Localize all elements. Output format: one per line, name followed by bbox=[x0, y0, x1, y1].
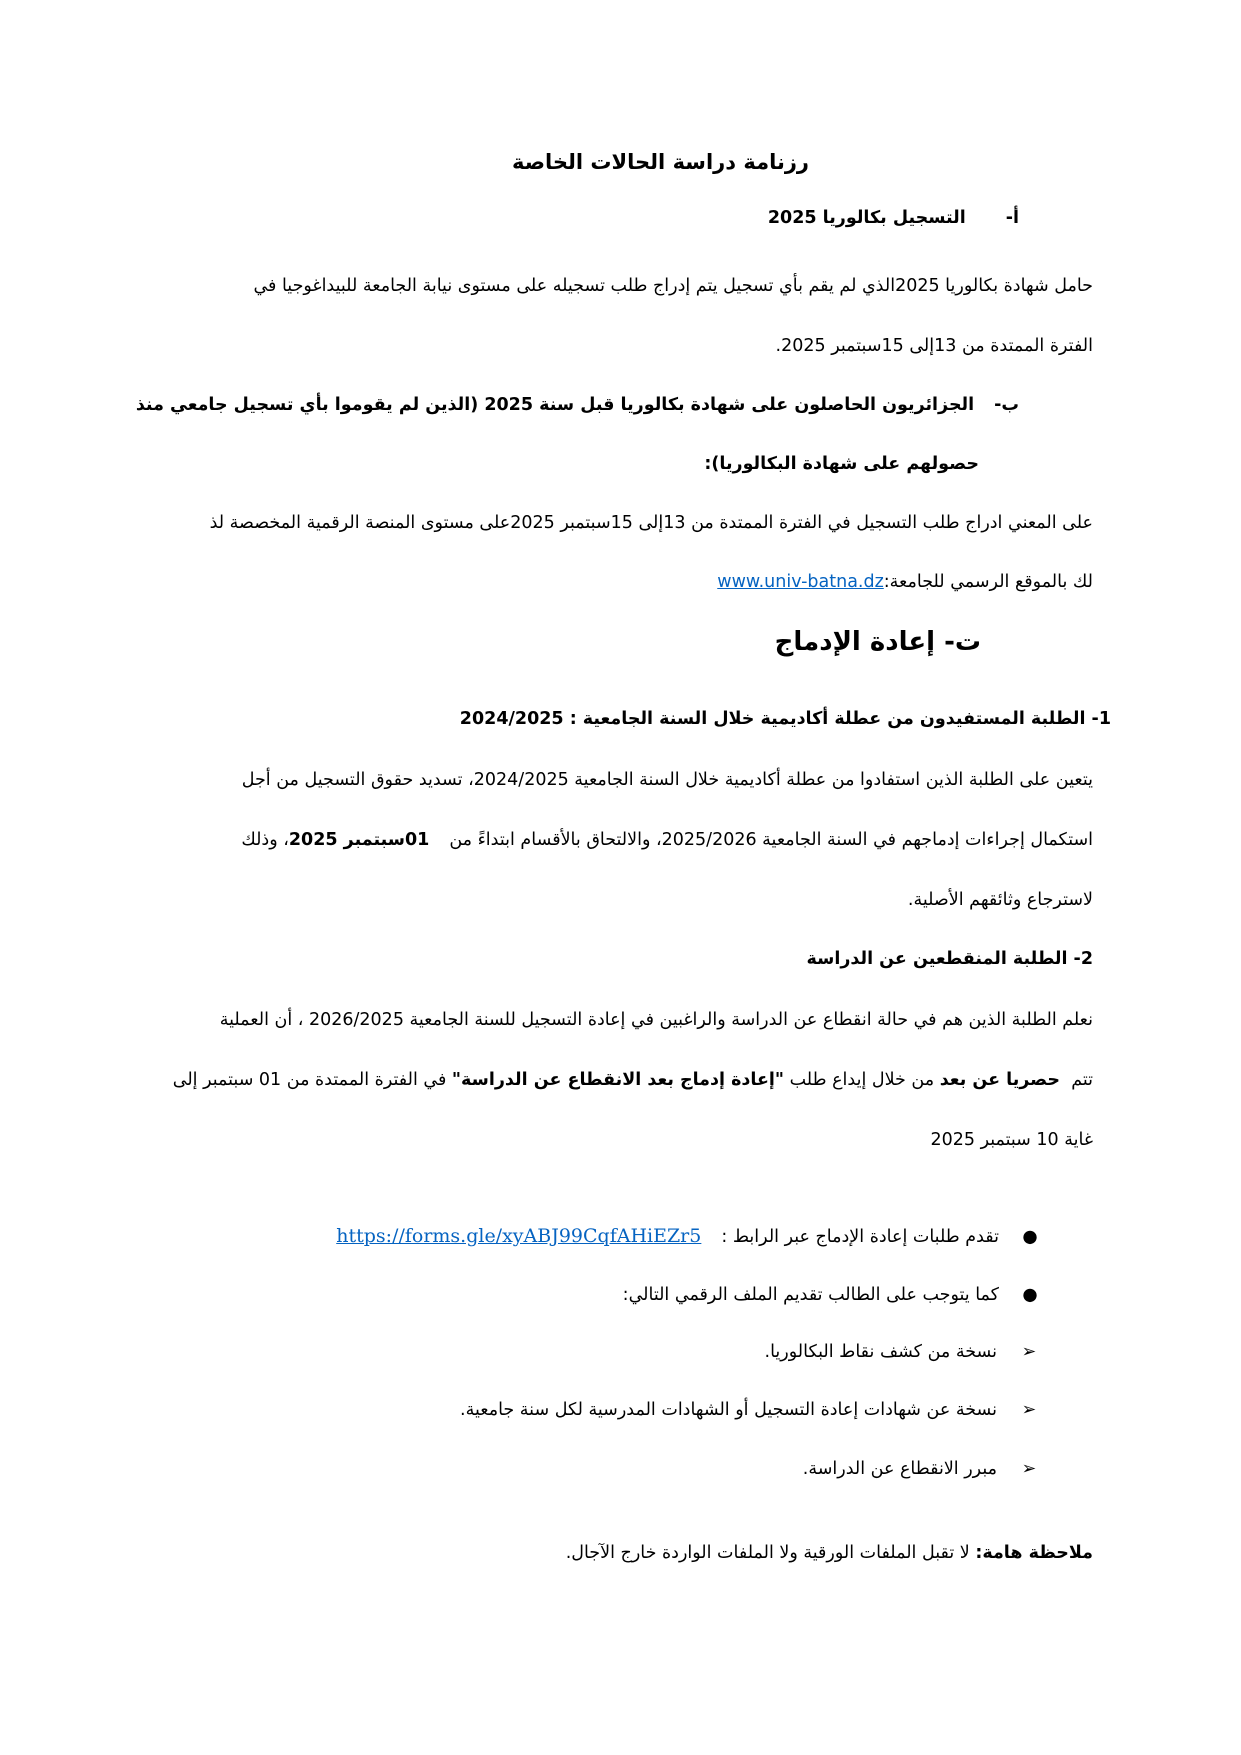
sub2-request-name: "إعادة إدماج بعد الانقطاع عن الدراسة" bbox=[451, 1070, 785, 1090]
document-item-text: نسخة من كشف نقاط البكالوريا. bbox=[764, 1342, 997, 1362]
arrow-bullet-icon: ➢ bbox=[1021, 1400, 1037, 1420]
arrow-bullet-icon: ➢ bbox=[1021, 1459, 1037, 1479]
sub1-heading bbox=[460, 707, 1111, 731]
reintegration-form-link[interactable]: https://forms.gle/xyABJ99CqfAHiEZr5 bbox=[336, 1225, 702, 1247]
bullet-item-2 bbox=[623, 1283, 1041, 1307]
note-label: ملاحظة هامة: bbox=[975, 1543, 1093, 1563]
sub2-heading: 2- الطلبة المنقطعين عن الدراسة bbox=[806, 949, 1093, 969]
document-item bbox=[460, 1398, 1041, 1422]
section-b-heading-text: الجزائريون الحاصلون على شهادة بكالوريا قبل سنة 2025 (الذين لم يقوموا بأي تسجيل جامعي منذ bbox=[135, 395, 975, 415]
sub1-line-3: لاسترجاع وثائقهم الأصلية. bbox=[907, 890, 1093, 910]
sub1-number: 1- bbox=[1091, 709, 1111, 729]
section-b-line-1: على المعني ادراج طلب التسجيل في الفترة الممتدة من 13إلى 15سبتمبر 2025على مستوى المنصة الرقمية المخصصة لذ bbox=[209, 513, 1093, 533]
page-title: رزنامة دراسة الحالات الخاصة bbox=[511, 150, 810, 174]
sub1-line-2-text: استكمال إجراءات إدماجهم في السنة الجامعية 2025/2026، والالتحاق بالأقسام ابتداءً من bbox=[449, 830, 1093, 850]
bullet-item-1-text: تقدم طلبات إعادة الإدماج عبر الرابط : bbox=[721, 1227, 999, 1247]
section-a-line-2: الفترة الممتدة من 13إلى 15سبتمبر 2025. bbox=[775, 336, 1093, 356]
sub2-remote-only: حصريا عن بعد bbox=[939, 1070, 1061, 1090]
section-t-heading: ت- إعادة الإدماج bbox=[774, 627, 981, 657]
sub1-line-2 bbox=[241, 828, 1093, 852]
bullet-dot-icon: ● bbox=[1022, 1227, 1038, 1247]
sub1-heading-text: الطلبة المستفيدون من عطلة أكاديمية خلال السنة الجامعية : 2024/2025 bbox=[459, 709, 1086, 729]
document-item-text: مبرر الانقطاع عن الدراسة. bbox=[802, 1459, 997, 1479]
sub1-line-1: يتعين على الطلبة الذين استفادوا من عطلة أكاديمية خلال السنة الجامعية 2024/2025، تسديد حقوق التسجيل من أجل bbox=[241, 770, 1093, 790]
document-item-text: نسخة عن شهادات إعادة التسجيل أو الشهادات المدرسية لكل سنة جامعية. bbox=[460, 1400, 997, 1420]
section-b-marker: ب- bbox=[994, 395, 1019, 415]
sub2-line-2-b: من خلال إيداع طلب bbox=[789, 1070, 935, 1090]
important-note bbox=[566, 1541, 1093, 1565]
section-a-title: التسجيل بكالوريا 2025 bbox=[767, 208, 966, 228]
sub2-line-2 bbox=[173, 1068, 1093, 1092]
university-website-link[interactable]: www.univ-batna.dz bbox=[717, 572, 884, 592]
section-a-line-1: حامل شهادة بكالوريا 2025الذي لم يقم بأي تسجيل يتم إدراج طلب تسجيله على مستوى نيابة الجامعة للبيداغوجيا في bbox=[253, 276, 1093, 296]
document-item bbox=[803, 1457, 1041, 1481]
section-b-line-2 bbox=[717, 570, 1093, 594]
sub1-line-2-end: ، وذلك bbox=[241, 830, 289, 850]
document-item bbox=[765, 1340, 1041, 1364]
section-b-heading-line-2: حصولهم على شهادة البكالوريا): bbox=[704, 454, 979, 474]
sub2-line-2-c: في الفترة الممتدة من 01 سبتمبر إلى bbox=[172, 1070, 447, 1090]
sub2-line-1: نعلم الطلبة الذين هم في حالة انقطاع عن الدراسة والراغبين في إعادة التسجيل للسنة الجامعية 2026/2025 ، أن العملية bbox=[219, 1010, 1093, 1030]
section-a-heading bbox=[768, 206, 1019, 230]
bullet-item-2-text: كما يتوجب على الطالب تقديم الملف الرقمي التالي: bbox=[622, 1285, 999, 1305]
bullet-dot-icon: ● bbox=[1022, 1285, 1038, 1305]
bullet-item-1 bbox=[336, 1224, 1041, 1249]
sub2-line-2-a: تتم bbox=[1071, 1070, 1093, 1090]
section-a-marker: أ- bbox=[1005, 208, 1019, 228]
arrow-bullet-icon: ➢ bbox=[1021, 1342, 1037, 1362]
section-b-heading-line-1 bbox=[136, 393, 1019, 417]
sub1-start-date: 01سبتمبر 2025 bbox=[288, 830, 430, 850]
note-text: لا تقبل الملفات الورقية ولا الملفات الواردة خارج الآجال. bbox=[565, 1543, 970, 1563]
section-b-line-2-text: لك بالموقع الرسمي للجامعة: bbox=[883, 572, 1093, 592]
sub2-line-3: غاية 10 سبتمبر 2025 bbox=[930, 1130, 1093, 1150]
